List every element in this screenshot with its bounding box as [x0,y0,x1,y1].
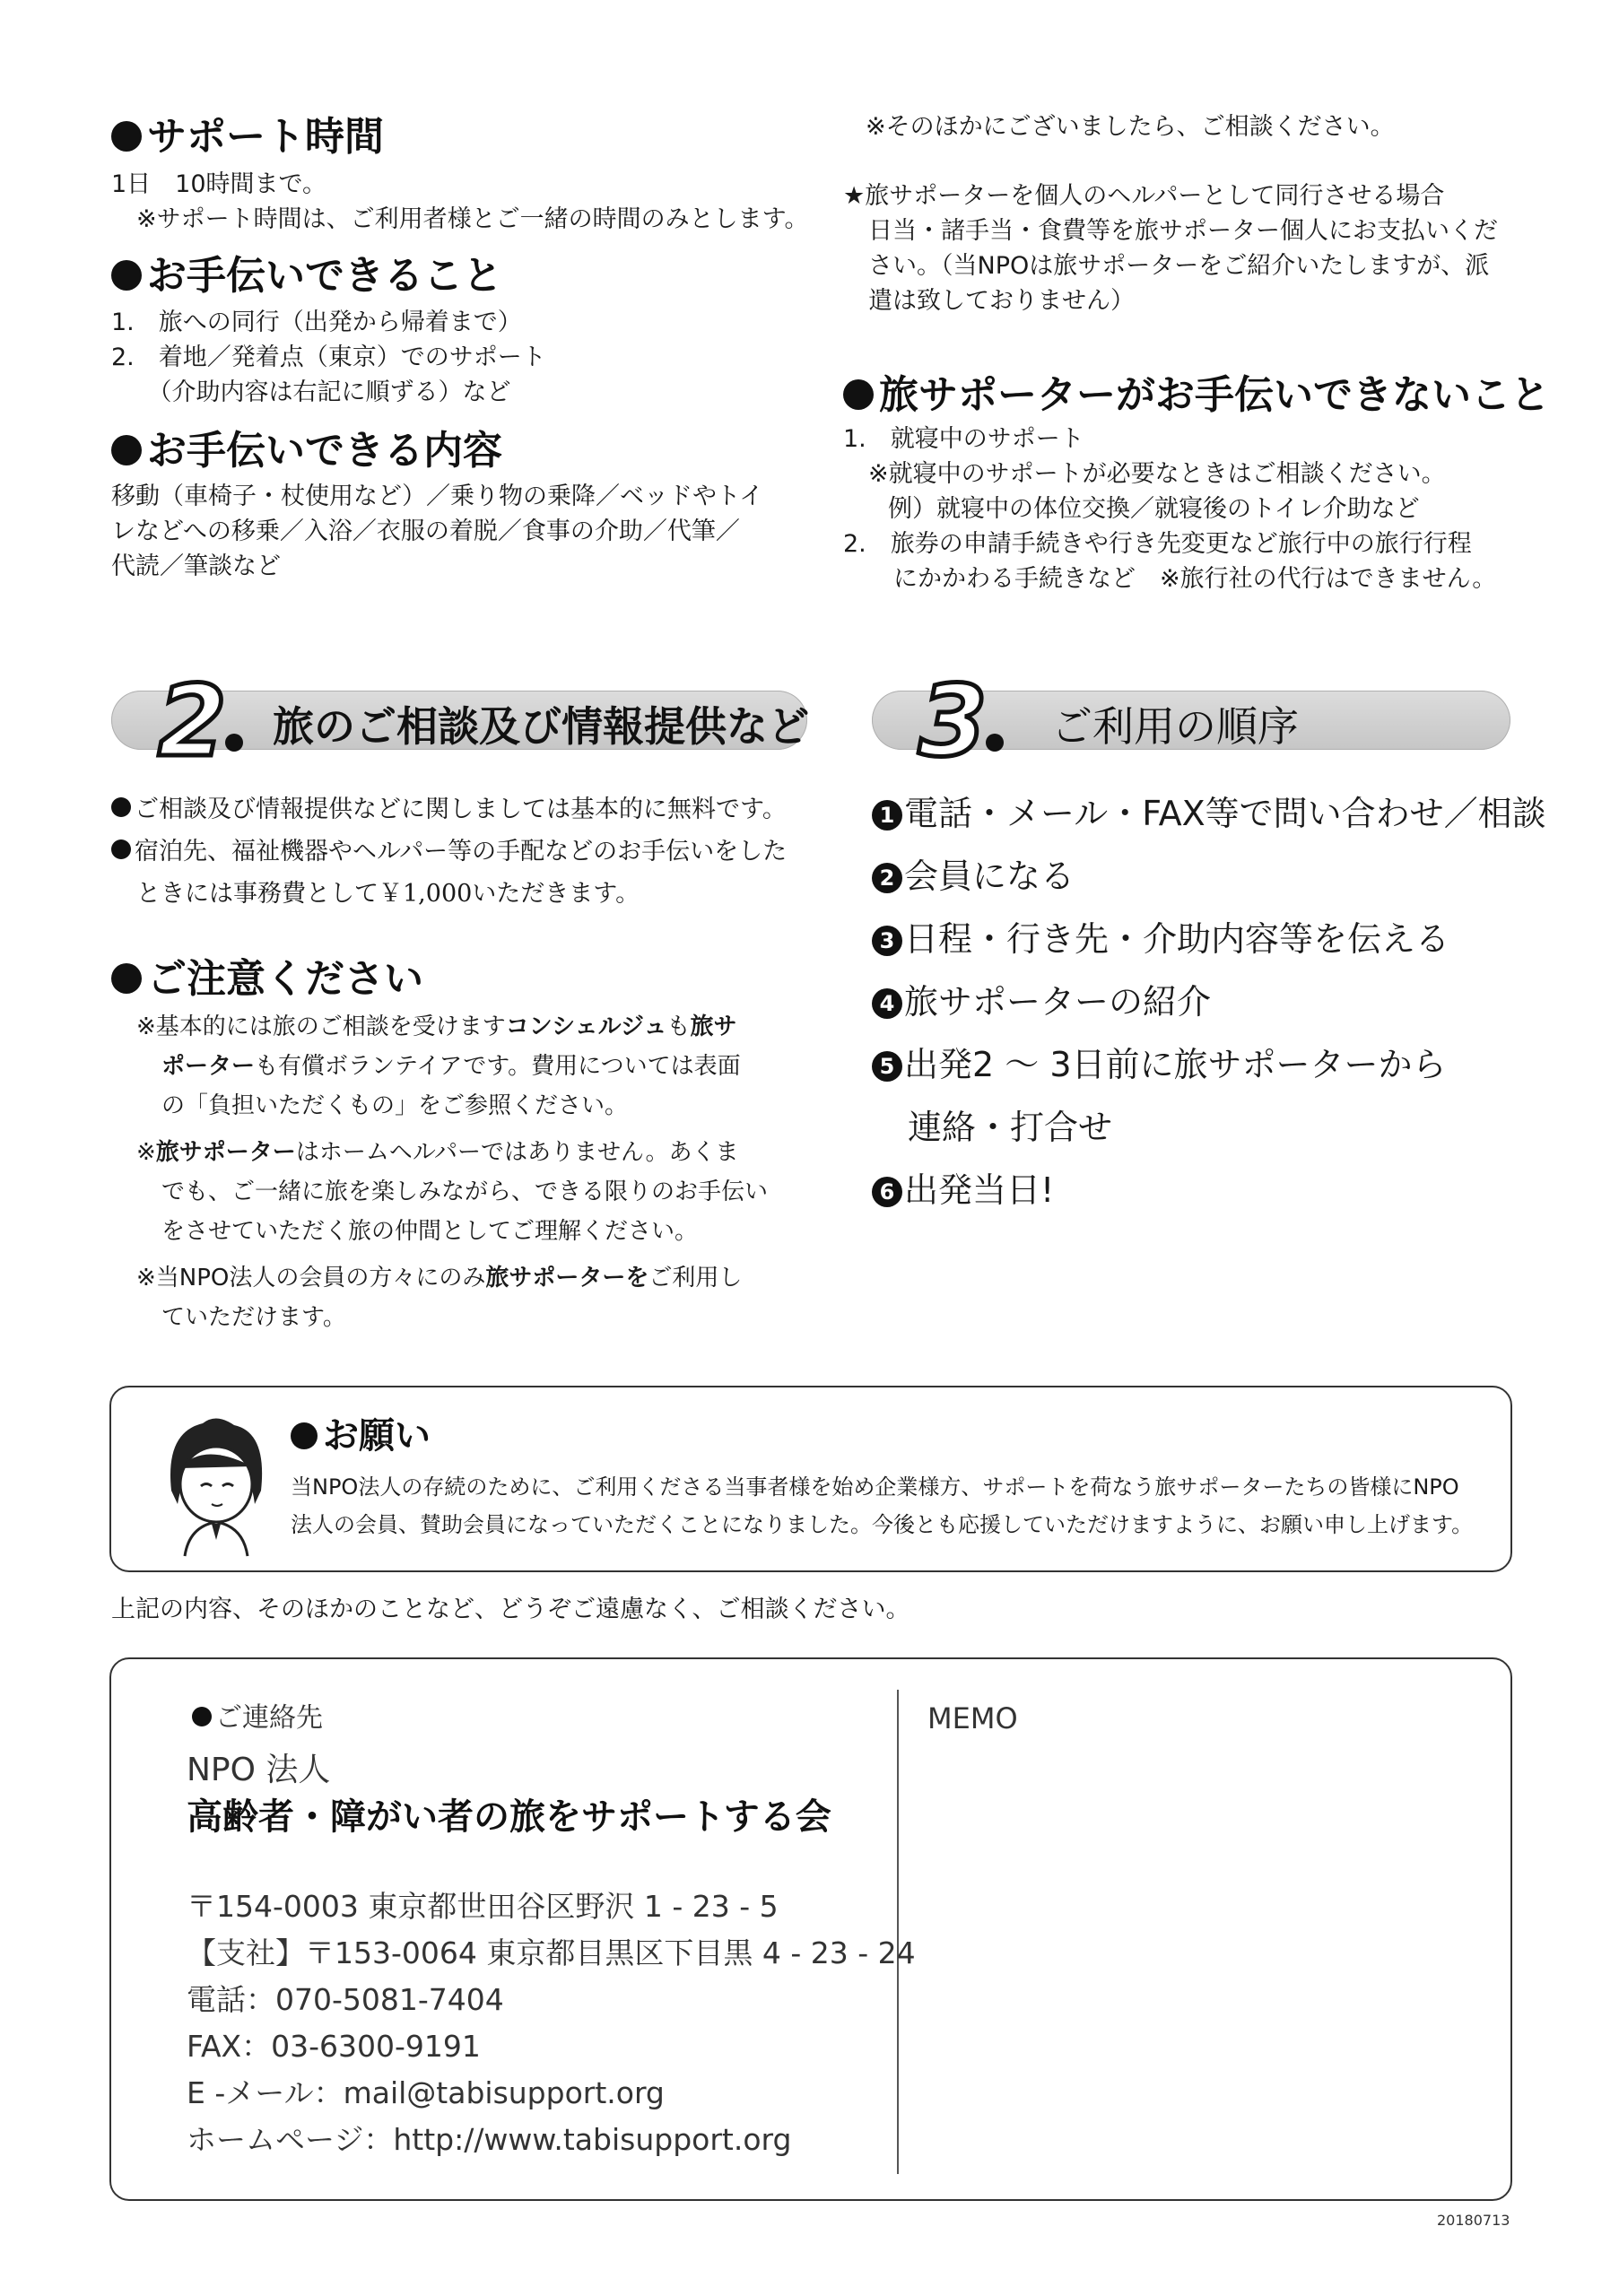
caution-note-3-line1: ※当NPO法人の会員の方々にのみ旅サポーターをご利用し [136,1265,743,1292]
step-number-2-icon: 2 [872,863,902,893]
other-consult-note: ※そのほかにございましたら、ご相談ください。 [866,113,1395,141]
help-content-line3: 代読／筆談など [111,552,281,580]
step-number-1-icon: 1 [872,800,902,831]
usage-step-1: 1 電話・メール・FAX等で問い合わせ／相談 [872,782,1546,845]
bullet-icon [111,435,142,465]
org-name: 高齢者・障がい者の旅をサポートする会 [187,1796,831,1838]
girl-illustration-icon [149,1405,283,1558]
request-heading: お願い [291,1407,431,1458]
caution-note-2-line2: でも、ご一緒に旅を楽しみながら、できる限りのお手伝い [161,1178,769,1205]
step-number-6-icon: 6 [872,1177,902,1207]
usage-step-2: 2 会員になる [872,845,1546,908]
caution-note-1-line3: の「負担いただくもの」をご参照ください。 [161,1092,629,1119]
bullet-icon [111,963,142,994]
step-number-5-icon: 5 [872,1051,902,1082]
contact-label: ご連絡先 [192,1695,323,1742]
help-content-line2: レなどへの移乗／入浴／衣服の着脱／食事の介助／代筆／ [111,517,740,545]
can-help-item-2: 2. 着地／発着点（東京）でのサポート [111,344,546,371]
bullet-icon [291,1422,318,1449]
bullet-icon [843,379,874,410]
section-3-number: 3 [918,664,1004,778]
support-time-heading: サポート時間 [111,104,384,161]
usage-step-3: 3 日程・行き先・介助内容等を伝える [872,908,1546,970]
can-help-item-1: 1. 旅への同行（出発から帰着まで） [111,309,522,336]
section-2-bullet-2a: 宿泊先、福祉機器やヘルパー等の手配などのお手伝いをした [111,834,787,869]
bullet-icon [111,797,131,817]
caution-note-1-line1: ※基本的には旅のご相談を受けますコンシェルジュも旅サ [136,1013,737,1040]
step-number-4-icon: 4 [872,988,902,1019]
helper-note-line2: 日当・諸手当・食費等を旅サポーター個人にお支払いくだ [868,217,1498,245]
request-line-2: 法人の会員、賛助会員になっていただくことになりました。今後とも応援していただけますように、お願い申し上げます。 [291,1512,1474,1537]
bullet-icon [192,1707,212,1726]
section-2-bullet-2b: ときには事務費として￥1,000いただきます。 [136,880,640,908]
bullet-icon [111,121,142,152]
contact-branch: 【支社】〒153-0064 東京都目黒区下目黒 4 - 23 - 24 [187,1935,916,1970]
section-2-banner [111,664,809,778]
step-number-3-icon: 3 [872,926,902,956]
bullet-icon [111,260,142,291]
cannot-help-line4: 2. 旅券の申請手続きや行き先変更など旅行中の旅行行程 [843,530,1472,558]
usage-step-5: 5 出発2 ～ 3日前に旅サポーターから [872,1033,1546,1096]
help-content-line1: 移動（車椅子・杖使用など）／乗り物の乗降／ベッドやトイ [111,483,764,510]
request-line-1: 当NPO法人の存続のために、ご利用くださる当事者様を始め企業様方、サポートを荷なう旅サポーターたちの皆様にNPO [291,1474,1459,1500]
support-time-line1: 1日 10時間まで。 [111,170,326,198]
cannot-help-line2: ※就寝中のサポートが必要なときはご相談ください。 [868,460,1446,488]
request-box [109,1386,1512,1572]
usage-steps [872,782,1546,1222]
caution-note-3-line2: ていただけます。 [161,1304,346,1331]
caution-note-2-line3: をさせていただく旅の仲間としてご理解ください。 [161,1218,699,1245]
usage-step-4: 4 旅サポーターの紹介 [872,970,1546,1033]
section-2-bullet-1: ご相談及び情報提供などに関しましては基本的に無料です。 [111,792,787,827]
contact-fax: FAX：03-6300-9191 [187,2029,481,2064]
helper-note-line3: さい。（当NPOは旅サポーターをご紹介いたしますが、派 [868,252,1490,280]
contact-email[interactable]: E -メール：mail@tabisupport.org [187,2075,665,2110]
can-help-item-3: （介助内容は右記に順ずる）など [111,378,511,406]
caution-note-2-line1: ※旅サポーターはホームヘルパーではありません。あくま [136,1139,739,1166]
bullet-icon [111,839,131,859]
caution-note-1-line2: ポーターも有償ボランテイアです。費用については表面 [161,1053,741,1080]
contact-phone: 電話：070-5081-7404 [187,1982,504,2017]
support-time-line2: ※サポート時間は、ご利用者様とご一緒の時間のみとします。 [136,205,809,233]
document-code: 20180713 [1437,2212,1510,2229]
usage-step-6: 6 出発当日! [872,1159,1546,1222]
caution-heading: ご注意ください [111,946,423,1004]
cannot-help-line1: 1. 就寝中のサポート [843,425,1084,453]
section-2-title: 旅のご相談及び情報提供など [273,702,809,751]
contact-address: 〒154-0003 東京都世田谷区野沢 1 - 23 - 5 [187,1889,779,1924]
contact-box [109,1657,1512,2201]
help-content-heading: お手伝いできる内容 [111,418,502,475]
contact-homepage[interactable]: ホームページ：http://www.tabisupport.org [187,2122,792,2157]
section-3-banner [872,664,1510,778]
section-3-title: ご利用の順序 [1051,702,1299,751]
helper-note-line4: 遣は致しておりません） [868,287,1135,315]
cannot-help-line3: 例）就寝中の体位交換／就寝後のトイレ介助など [888,495,1420,523]
cannot-help-line5: にかかわる手続きなど ※旅行社の代行はできません。 [893,565,1497,593]
helper-note-line1: ★旅サポーターを個人のヘルパーとして同行させる場合 [843,182,1445,210]
memo-label: MEMO [927,1701,1018,1735]
cannot-help-heading: 旅サポーターがお手伝いできないこと [843,362,1550,420]
section-2-number: 2 [158,664,243,778]
closing-note: 上記の内容、そのほかのことなど、どうぞご遠慮なく、ご相談ください。 [111,1596,910,1623]
usage-step-5-cont: 連絡・打合せ [908,1108,1113,1147]
org-type: NPO 法人 [187,1752,331,1788]
can-help-heading: お手伝いできること [111,243,502,300]
